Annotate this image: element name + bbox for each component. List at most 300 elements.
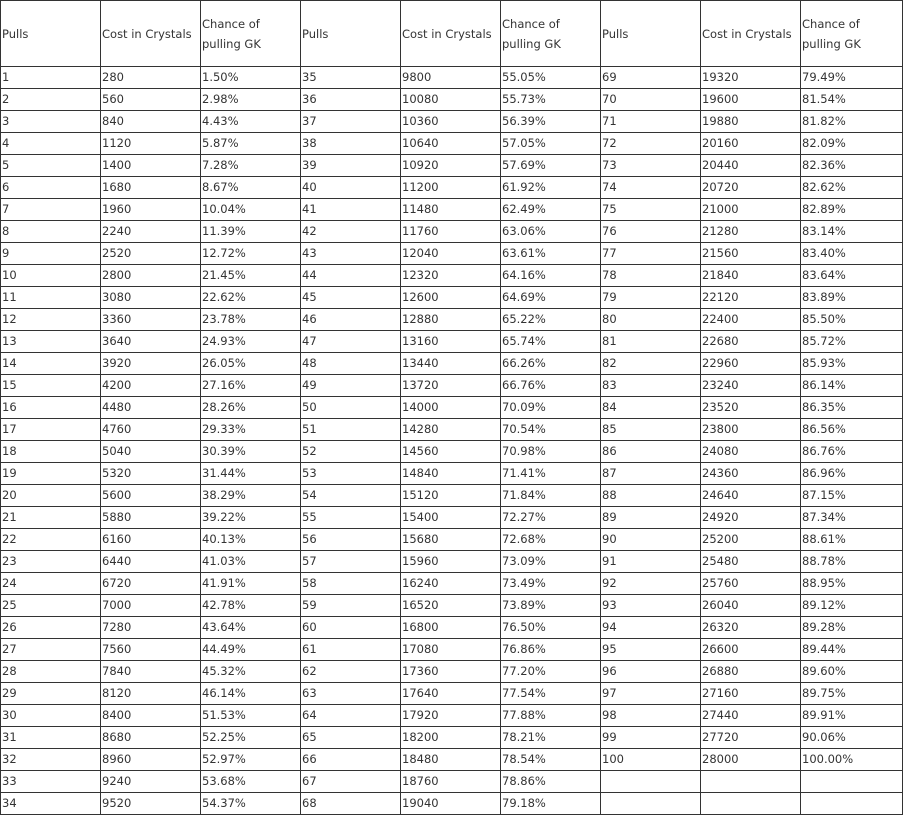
cost-cell: 5880 — [101, 507, 201, 529]
pulls-cell: 40 — [301, 177, 401, 199]
pulls-cell: 58 — [301, 573, 401, 595]
chance-cell: 62.49% — [501, 199, 601, 221]
cost-cell: 14280 — [401, 419, 501, 441]
pulls-cell: 2 — [1, 89, 101, 111]
cost-cell: 13160 — [401, 331, 501, 353]
chance-cell: 29.33% — [201, 419, 301, 441]
pulls-cell: 79 — [601, 287, 701, 309]
table-row — [1, 89, 903, 111]
chance-cell: 79.49% — [801, 67, 903, 89]
chance-cell: 89.75% — [801, 683, 903, 705]
chance-cell: 43.64% — [201, 617, 301, 639]
pulls-cell: 8 — [1, 221, 101, 243]
pulls-cell: 38 — [301, 133, 401, 155]
chance-cell: 2.98% — [201, 89, 301, 111]
chance-cell: 82.09% — [801, 133, 903, 155]
cost-cell: 23240 — [701, 375, 801, 397]
pulls-cell: 22 — [1, 529, 101, 551]
chance-cell: 85.50% — [801, 309, 903, 331]
cost-cell: 28000 — [701, 749, 801, 771]
chance-cell: 79.18% — [501, 793, 601, 815]
cost-cell: 8960 — [101, 749, 201, 771]
pulls-cell: 20 — [1, 485, 101, 507]
cost-cell: 17360 — [401, 661, 501, 683]
chance-cell: 83.14% — [801, 221, 903, 243]
pulls-cell: 99 — [601, 727, 701, 749]
pulls-cell: 18 — [1, 441, 101, 463]
cost-cell: 24360 — [701, 463, 801, 485]
pulls-cell: 3 — [1, 111, 101, 133]
pulls-cell: 31 — [1, 727, 101, 749]
chance-cell: 8.67% — [201, 177, 301, 199]
chance-cell: 39.22% — [201, 507, 301, 529]
table-row — [1, 419, 903, 441]
pulls-cell — [601, 793, 701, 815]
cost-cell: 5600 — [101, 485, 201, 507]
pulls-cell: 35 — [301, 67, 401, 89]
pulls-cell: 4 — [1, 133, 101, 155]
cost-cell: 21840 — [701, 265, 801, 287]
chance-cell: 51.53% — [201, 705, 301, 727]
pulls-cell: 6 — [1, 177, 101, 199]
cost-cell: 13440 — [401, 353, 501, 375]
cost-cell: 12880 — [401, 309, 501, 331]
cost-cell: 10080 — [401, 89, 501, 111]
cost-cell: 8120 — [101, 683, 201, 705]
chance-cell: 63.61% — [501, 243, 601, 265]
chance-cell: 61.92% — [501, 177, 601, 199]
pulls-cell: 28 — [1, 661, 101, 683]
pulls-cell: 24 — [1, 573, 101, 595]
cost-cell: 12600 — [401, 287, 501, 309]
pulls-cell: 41 — [301, 199, 401, 221]
pulls-cell: 82 — [601, 353, 701, 375]
chance-cell: 10.04% — [201, 199, 301, 221]
chance-cell: 85.93% — [801, 353, 903, 375]
chance-cell: 31.44% — [201, 463, 301, 485]
table-row — [1, 485, 903, 507]
cost-cell: 3360 — [101, 309, 201, 331]
pulls-cell: 10 — [1, 265, 101, 287]
pulls-cell: 64 — [301, 705, 401, 727]
pulls-cell: 29 — [1, 683, 101, 705]
cost-cell: 19880 — [701, 111, 801, 133]
header-cell-chance: Chance of pulling GK — [501, 1, 601, 67]
pulls-cell: 84 — [601, 397, 701, 419]
chance-cell: 41.91% — [201, 573, 301, 595]
table-row — [1, 375, 903, 397]
cost-cell: 14840 — [401, 463, 501, 485]
cost-cell: 2800 — [101, 265, 201, 287]
cost-cell: 18760 — [401, 771, 501, 793]
cost-cell: 10640 — [401, 133, 501, 155]
pulls-cell: 42 — [301, 221, 401, 243]
table-row — [1, 683, 903, 705]
cost-cell: 21280 — [701, 221, 801, 243]
table-row — [1, 507, 903, 529]
cost-cell: 7560 — [101, 639, 201, 661]
pulls-cell: 85 — [601, 419, 701, 441]
chance-cell: 81.54% — [801, 89, 903, 111]
pulls-cell: 93 — [601, 595, 701, 617]
pulls-cell: 1 — [1, 67, 101, 89]
pulls-cell: 15 — [1, 375, 101, 397]
pulls-cell: 98 — [601, 705, 701, 727]
table-row — [1, 463, 903, 485]
chance-cell: 83.89% — [801, 287, 903, 309]
table-row — [1, 397, 903, 419]
header-cell-chance: Chance of pulling GK — [201, 1, 301, 67]
chance-cell: 89.60% — [801, 661, 903, 683]
cost-cell: 27720 — [701, 727, 801, 749]
chance-cell: 82.62% — [801, 177, 903, 199]
table-row — [1, 441, 903, 463]
pulls-cell: 45 — [301, 287, 401, 309]
chance-cell: 30.39% — [201, 441, 301, 463]
chance-cell: 83.40% — [801, 243, 903, 265]
table-row — [1, 529, 903, 551]
pulls-cell: 59 — [301, 595, 401, 617]
cost-cell: 25200 — [701, 529, 801, 551]
header-cell-chance: Chance of pulling GK — [801, 1, 903, 67]
table-row — [1, 221, 903, 243]
table-row — [1, 133, 903, 155]
chance-cell: 77.88% — [501, 705, 601, 727]
chance-cell: 66.76% — [501, 375, 601, 397]
chance-cell: 38.29% — [201, 485, 301, 507]
table-row — [1, 727, 903, 749]
cost-cell: 16240 — [401, 573, 501, 595]
cost-cell: 26880 — [701, 661, 801, 683]
table-row — [1, 771, 903, 793]
pulls-cell: 51 — [301, 419, 401, 441]
chance-cell: 56.39% — [501, 111, 601, 133]
chance-cell: 100.00% — [801, 749, 903, 771]
chance-cell: 5.87% — [201, 133, 301, 155]
pulls-cell: 47 — [301, 331, 401, 353]
table-body — [1, 67, 903, 815]
cost-cell: 10920 — [401, 155, 501, 177]
pulls-cell: 57 — [301, 551, 401, 573]
chance-cell: 65.74% — [501, 331, 601, 353]
pulls-cell: 81 — [601, 331, 701, 353]
cost-cell: 19320 — [701, 67, 801, 89]
chance-cell: 86.56% — [801, 419, 903, 441]
cost-cell: 4760 — [101, 419, 201, 441]
cost-cell: 560 — [101, 89, 201, 111]
chance-cell: 23.78% — [201, 309, 301, 331]
cost-cell: 2240 — [101, 221, 201, 243]
pulls-cell: 13 — [1, 331, 101, 353]
cost-cell: 840 — [101, 111, 201, 133]
cost-cell: 23800 — [701, 419, 801, 441]
cost-cell: 10360 — [401, 111, 501, 133]
table-row — [1, 353, 903, 375]
pulls-cell: 61 — [301, 639, 401, 661]
cost-cell: 9240 — [101, 771, 201, 793]
pulls-cell: 32 — [1, 749, 101, 771]
chance-cell: 46.14% — [201, 683, 301, 705]
pulls-cell: 60 — [301, 617, 401, 639]
table-row — [1, 661, 903, 683]
cost-cell: 20720 — [701, 177, 801, 199]
chance-cell: 55.73% — [501, 89, 601, 111]
pulls-cell: 48 — [301, 353, 401, 375]
cost-cell: 22120 — [701, 287, 801, 309]
cost-cell — [701, 793, 801, 815]
pulls-cell: 54 — [301, 485, 401, 507]
pulls-cell: 14 — [1, 353, 101, 375]
pulls-cell: 70 — [601, 89, 701, 111]
cost-cell: 14560 — [401, 441, 501, 463]
chance-cell: 63.06% — [501, 221, 601, 243]
table-row — [1, 749, 903, 771]
cost-cell: 14000 — [401, 397, 501, 419]
chance-cell — [801, 771, 903, 793]
chance-cell: 41.03% — [201, 551, 301, 573]
pulls-cell: 25 — [1, 595, 101, 617]
chance-cell: 72.68% — [501, 529, 601, 551]
cost-cell: 20440 — [701, 155, 801, 177]
chance-cell: 77.54% — [501, 683, 601, 705]
chance-cell: 21.45% — [201, 265, 301, 287]
table-row — [1, 177, 903, 199]
cost-cell: 17080 — [401, 639, 501, 661]
pulls-cell: 66 — [301, 749, 401, 771]
pulls-cell: 23 — [1, 551, 101, 573]
chance-cell: 77.20% — [501, 661, 601, 683]
chance-cell: 86.76% — [801, 441, 903, 463]
pulls-cell: 89 — [601, 507, 701, 529]
cost-cell: 13720 — [401, 375, 501, 397]
pulls-cell: 19 — [1, 463, 101, 485]
pulls-cell: 77 — [601, 243, 701, 265]
cost-cell: 16520 — [401, 595, 501, 617]
chance-cell: 42.78% — [201, 595, 301, 617]
chance-cell: 66.26% — [501, 353, 601, 375]
pulls-cell: 46 — [301, 309, 401, 331]
pulls-cell: 30 — [1, 705, 101, 727]
cost-cell: 6720 — [101, 573, 201, 595]
chance-cell: 73.89% — [501, 595, 601, 617]
chance-cell: 57.69% — [501, 155, 601, 177]
cost-cell: 9800 — [401, 67, 501, 89]
table-row — [1, 111, 903, 133]
pulls-cell: 37 — [301, 111, 401, 133]
cost-cell: 26040 — [701, 595, 801, 617]
cost-cell: 22960 — [701, 353, 801, 375]
pulls-cell: 87 — [601, 463, 701, 485]
table-row — [1, 793, 903, 815]
cost-cell: 6160 — [101, 529, 201, 551]
chance-cell: 70.98% — [501, 441, 601, 463]
pulls-cell: 96 — [601, 661, 701, 683]
cost-cell: 1400 — [101, 155, 201, 177]
pulls-cell: 62 — [301, 661, 401, 683]
cost-cell: 15400 — [401, 507, 501, 529]
cost-cell: 22400 — [701, 309, 801, 331]
chance-cell: 24.93% — [201, 331, 301, 353]
chance-cell — [801, 793, 903, 815]
chance-cell: 78.21% — [501, 727, 601, 749]
cost-cell: 18200 — [401, 727, 501, 749]
cost-cell: 2520 — [101, 243, 201, 265]
header-cell-cost: Cost in Crystals — [701, 1, 801, 67]
cost-cell: 15120 — [401, 485, 501, 507]
cost-cell: 12040 — [401, 243, 501, 265]
chance-cell: 89.28% — [801, 617, 903, 639]
pulls-cell: 5 — [1, 155, 101, 177]
chance-cell: 27.16% — [201, 375, 301, 397]
cost-cell: 17640 — [401, 683, 501, 705]
cost-cell: 7840 — [101, 661, 201, 683]
chance-cell: 73.09% — [501, 551, 601, 573]
cost-cell: 19040 — [401, 793, 501, 815]
pulls-cell: 16 — [1, 397, 101, 419]
pulls-cell: 78 — [601, 265, 701, 287]
cost-cell: 1680 — [101, 177, 201, 199]
pulls-cell: 92 — [601, 573, 701, 595]
pulls-cell: 50 — [301, 397, 401, 419]
chance-cell: 71.41% — [501, 463, 601, 485]
header-cell-pulls: Pulls — [1, 1, 101, 67]
pulls-cell: 91 — [601, 551, 701, 573]
cost-cell: 22680 — [701, 331, 801, 353]
pulls-cell: 100 — [601, 749, 701, 771]
table-row — [1, 639, 903, 661]
table-row — [1, 705, 903, 727]
pulls-cell: 44 — [301, 265, 401, 287]
header-row — [1, 1, 903, 67]
chance-cell: 89.12% — [801, 595, 903, 617]
cost-cell: 15960 — [401, 551, 501, 573]
table-row — [1, 595, 903, 617]
cost-cell: 19600 — [701, 89, 801, 111]
chance-cell: 78.54% — [501, 749, 601, 771]
chance-cell: 82.36% — [801, 155, 903, 177]
table-row — [1, 67, 903, 89]
chance-cell: 65.22% — [501, 309, 601, 331]
chance-cell: 64.69% — [501, 287, 601, 309]
chance-cell: 70.09% — [501, 397, 601, 419]
chance-cell: 26.05% — [201, 353, 301, 375]
header-cell-cost: Cost in Crystals — [401, 1, 501, 67]
table-row — [1, 309, 903, 331]
pulls-cell: 21 — [1, 507, 101, 529]
pulls-cell: 65 — [301, 727, 401, 749]
chance-cell: 64.16% — [501, 265, 601, 287]
chance-cell: 52.25% — [201, 727, 301, 749]
chance-cell: 86.35% — [801, 397, 903, 419]
pulls-cell: 76 — [601, 221, 701, 243]
cost-cell: 15680 — [401, 529, 501, 551]
cost-cell: 1120 — [101, 133, 201, 155]
cost-cell: 12320 — [401, 265, 501, 287]
chance-cell: 78.86% — [501, 771, 601, 793]
cost-cell: 7000 — [101, 595, 201, 617]
cost-cell: 5320 — [101, 463, 201, 485]
table-row — [1, 265, 903, 287]
chance-cell: 89.91% — [801, 705, 903, 727]
cost-cell: 17920 — [401, 705, 501, 727]
pulls-cell: 27 — [1, 639, 101, 661]
chance-cell: 12.72% — [201, 243, 301, 265]
chance-cell: 82.89% — [801, 199, 903, 221]
chance-cell: 73.49% — [501, 573, 601, 595]
pulls-cell — [601, 771, 701, 793]
table-row — [1, 287, 903, 309]
cost-cell: 18480 — [401, 749, 501, 771]
cost-cell: 11200 — [401, 177, 501, 199]
cost-cell: 27160 — [701, 683, 801, 705]
cost-cell: 27440 — [701, 705, 801, 727]
chance-cell: 57.05% — [501, 133, 601, 155]
pulls-cell: 52 — [301, 441, 401, 463]
pulls-cell: 72 — [601, 133, 701, 155]
pulls-cell: 36 — [301, 89, 401, 111]
chance-cell: 89.44% — [801, 639, 903, 661]
chance-cell: 85.72% — [801, 331, 903, 353]
pulls-cell: 26 — [1, 617, 101, 639]
header-cell-cost: Cost in Crystals — [101, 1, 201, 67]
cost-cell: 23520 — [701, 397, 801, 419]
cost-cell: 25760 — [701, 573, 801, 595]
chance-cell: 7.28% — [201, 155, 301, 177]
chance-cell: 72.27% — [501, 507, 601, 529]
cost-cell: 9520 — [101, 793, 201, 815]
table-row — [1, 331, 903, 353]
pulls-cell: 83 — [601, 375, 701, 397]
cost-cell: 24640 — [701, 485, 801, 507]
pulls-cell: 9 — [1, 243, 101, 265]
cost-cell: 3080 — [101, 287, 201, 309]
cost-cell: 16800 — [401, 617, 501, 639]
cost-cell: 8400 — [101, 705, 201, 727]
chance-cell: 44.49% — [201, 639, 301, 661]
chance-cell: 90.06% — [801, 727, 903, 749]
chance-cell: 83.64% — [801, 265, 903, 287]
table-row — [1, 617, 903, 639]
chance-cell: 86.14% — [801, 375, 903, 397]
chance-cell: 40.13% — [201, 529, 301, 551]
chance-cell: 87.15% — [801, 485, 903, 507]
chance-cell: 86.96% — [801, 463, 903, 485]
cost-cell: 21000 — [701, 199, 801, 221]
pulls-cell: 55 — [301, 507, 401, 529]
chance-cell: 88.78% — [801, 551, 903, 573]
pulls-cell: 56 — [301, 529, 401, 551]
chance-cell: 11.39% — [201, 221, 301, 243]
chance-cell: 55.05% — [501, 67, 601, 89]
header-cell-pulls: Pulls — [301, 1, 401, 67]
pulls-cell: 69 — [601, 67, 701, 89]
table-row — [1, 551, 903, 573]
chance-cell: 81.82% — [801, 111, 903, 133]
chance-cell: 22.62% — [201, 287, 301, 309]
chance-cell: 45.32% — [201, 661, 301, 683]
pulls-cell: 63 — [301, 683, 401, 705]
pulls-cell: 33 — [1, 771, 101, 793]
pulls-cell: 39 — [301, 155, 401, 177]
pulls-cell: 17 — [1, 419, 101, 441]
cost-cell: 1960 — [101, 199, 201, 221]
table-row — [1, 155, 903, 177]
cost-cell: 21560 — [701, 243, 801, 265]
cost-cell — [701, 771, 801, 793]
pulls-cell: 11 — [1, 287, 101, 309]
header-cell-pulls: Pulls — [601, 1, 701, 67]
cost-cell: 6440 — [101, 551, 201, 573]
